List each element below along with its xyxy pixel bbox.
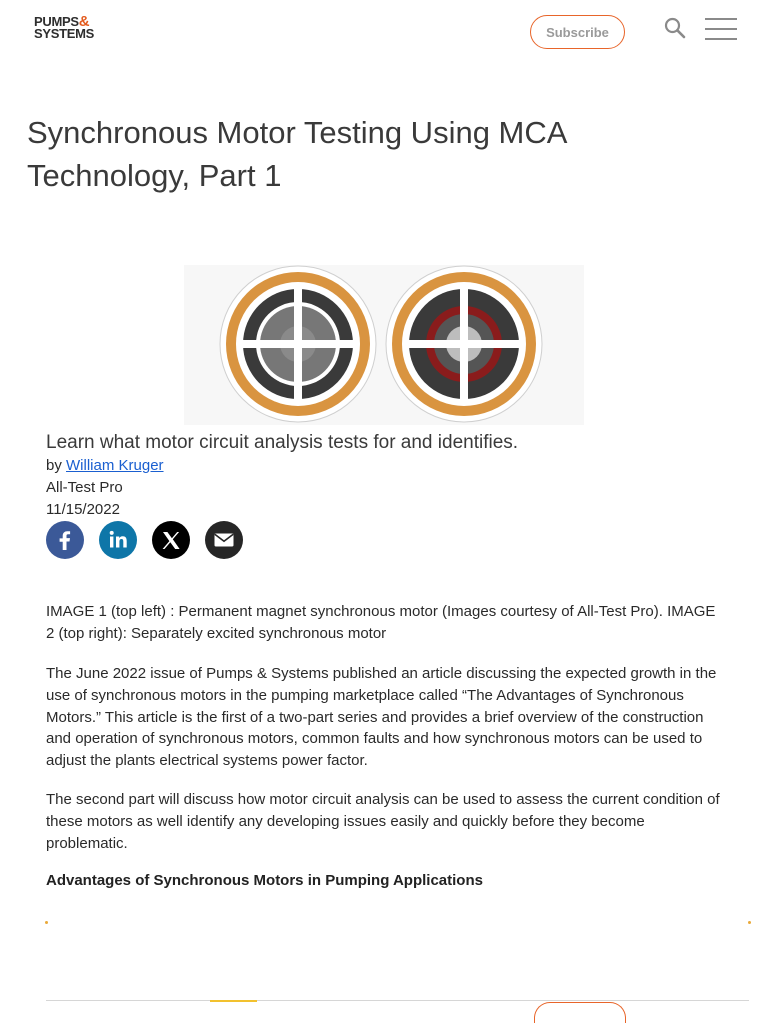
byline: [46, 457, 164, 474]
x-share-button[interactable]: [152, 521, 190, 559]
linkedin-icon: [99, 521, 137, 559]
body-paragraph: The June 2022 issue of Pumps & Systems published an article discussing the expected growth in the use of synchronous motors in the pumping marketplace called “The Advantages of Synchronous Motors.” This article is the first of a two-part series and provides a brief overview of the construction and operation of synchronous motors, common faults and how synchronous motors can be used to adjust the plants electrical systems power factor.: [46, 665, 717, 770]
logo-text-systems: SYSTEMS: [34, 26, 95, 41]
partial-button-outline: [534, 1002, 626, 1023]
publish-date: 11/15/2022: [46, 501, 120, 518]
byline-prefix: by: [46, 457, 62, 474]
image-caption: IMAGE 1 (top left) : Permanent magnet synchronous motor (Images courtesy of All-Test Pro). IMAGE 2 (top right): Separately excited synchronous motor: [46, 603, 716, 642]
section-heading: Advantages of Synchronous Motors in Pumping Applications: [46, 872, 483, 889]
author-link[interactable]: William Kruger: [66, 457, 164, 474]
author-company: All-Test Pro: [46, 479, 123, 496]
subscribe-button[interactable]: Subscribe: [530, 15, 625, 49]
linkedin-share-button[interactable]: [99, 521, 137, 559]
facebook-icon: [46, 521, 84, 559]
search-icon[interactable]: [663, 16, 687, 40]
body-paragraph: The second part will discuss how motor circuit analysis can be used to assess the current condition of these motors as well identify any developing issues easily and quickly before they become problematic.: [46, 791, 720, 852]
logo-ampersand: &: [78, 13, 90, 30]
site-logo[interactable]: [34, 13, 104, 41]
decorative-dot: [748, 921, 751, 924]
accent-bar: [210, 1000, 257, 1002]
article-title: Synchronous Motor Testing Using MCA Technology, Part 1: [27, 115, 566, 193]
pm-motor-diagram: [220, 266, 376, 422]
email-share-button[interactable]: [205, 521, 243, 559]
article-subtitle: Learn what motor circuit analysis tests for and identifies.: [46, 432, 519, 453]
decorative-dot: [45, 921, 48, 924]
facebook-share-button[interactable]: [46, 521, 84, 559]
separately-excited-motor-diagram: [386, 266, 542, 422]
hero-image: [184, 265, 584, 425]
bottom-divider: [46, 1000, 749, 1001]
email-icon: [205, 521, 243, 559]
x-icon: [152, 521, 190, 559]
menu-icon[interactable]: [704, 16, 738, 42]
logo-text-pumps: PUMPS: [34, 14, 79, 29]
